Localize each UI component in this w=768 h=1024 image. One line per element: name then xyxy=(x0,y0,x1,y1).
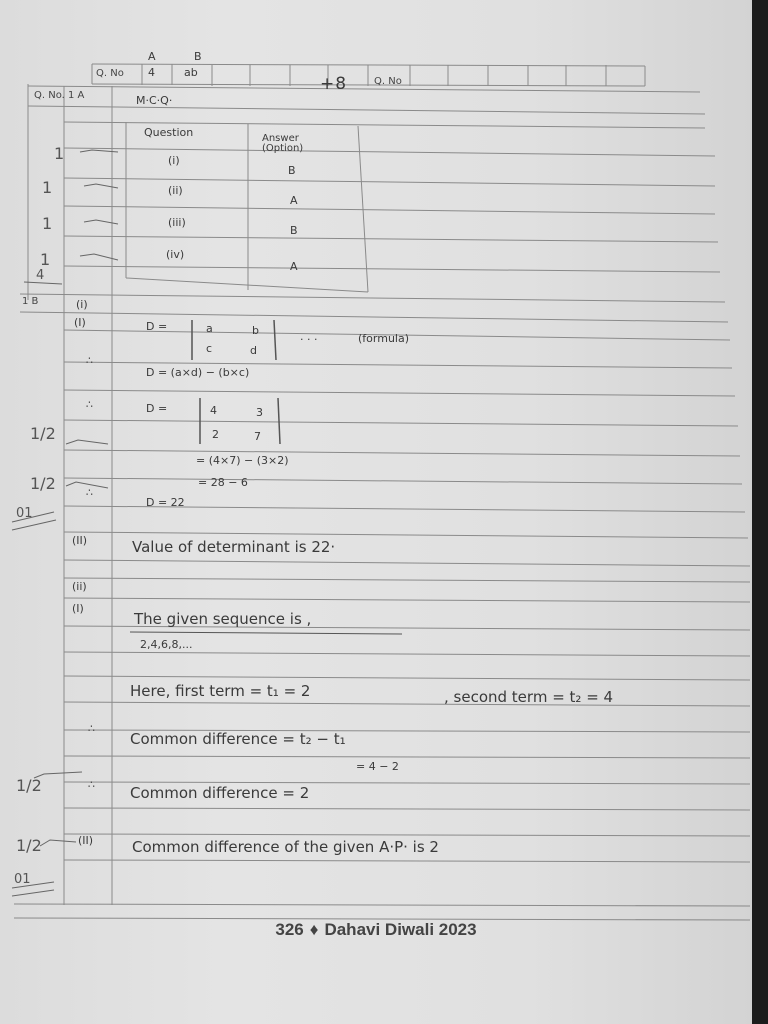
half-mark-4: 1/2 xyxy=(16,836,42,855)
step-1: D = (a×d) − (b×c) xyxy=(146,366,250,379)
mcq-col-question: Question xyxy=(144,126,194,139)
seq-line-3a: Here, first term = t₁ = 2 xyxy=(130,682,311,700)
seq-line-4: Common difference = t₂ − t₁ xyxy=(130,730,346,748)
question-number-label: Q. No xyxy=(96,68,124,79)
therefore-2: ∴ xyxy=(86,398,93,411)
mcq-mark-1: 1 xyxy=(54,144,65,163)
score-2: 01 xyxy=(14,872,31,887)
d-equals: D = xyxy=(146,320,168,333)
seq-line-1: The given sequence is , xyxy=(134,610,312,628)
mcq-mark-3: 1 xyxy=(42,214,53,233)
seq-line-2: 2,4,6,8,... xyxy=(140,638,193,651)
seq-line-7: Common difference of the given A·P· is 2 xyxy=(132,838,439,856)
therefore-5: ∴ xyxy=(88,778,95,791)
mcq-a-1: B xyxy=(288,164,296,177)
section-mark-a: A xyxy=(148,50,156,63)
d-equals-2: D = xyxy=(146,402,168,415)
mcq-q-4: (iv) xyxy=(166,248,185,261)
conclusion-1: Value of determinant is 22· xyxy=(132,538,336,556)
sub-I-label: (I) xyxy=(74,316,86,329)
total-marks: +8 xyxy=(320,74,348,94)
mcq-heading: M·C·Q· xyxy=(136,94,173,107)
half-mark-1: 1/2 xyxy=(30,424,56,443)
mcq-subtotal: 4 xyxy=(36,268,45,283)
therefore-4: ∴ xyxy=(88,722,95,735)
question-id: Q. No. 1 A xyxy=(34,90,85,101)
seq-line-5: = 4 − 2 xyxy=(356,760,399,773)
therefore-1: ∴ xyxy=(86,354,93,367)
mcq-col-answer: Answer (Option) xyxy=(262,133,304,154)
question-number-label-2: Q. No xyxy=(374,76,402,87)
marks-box-a: 4 xyxy=(148,66,155,79)
matrix1-d: d xyxy=(250,344,257,357)
sub-II-label-2: (II) xyxy=(78,834,94,847)
mcq-a-3: B xyxy=(290,224,298,237)
score-1: 01 xyxy=(16,506,33,521)
matrix2-a: 4 xyxy=(210,404,217,417)
matrix2-b: 3 xyxy=(256,406,263,419)
matrix2-c: 2 xyxy=(212,428,219,441)
publication-name: Dahavi Diwali 2023 xyxy=(324,920,477,939)
mcq-q-2: (ii) xyxy=(168,184,183,197)
diamond-separator-icon: ♦ xyxy=(309,920,319,939)
sub-II-label: (II) xyxy=(72,534,88,547)
page-footer xyxy=(0,920,752,940)
sub-I-label-2: (I) xyxy=(72,602,84,615)
step-4: D = 22 xyxy=(146,496,185,509)
mcq-mark-4: 1 xyxy=(40,250,51,269)
matrix1-b: b xyxy=(252,324,259,337)
part-i-label: (i) xyxy=(76,298,88,311)
mcq-a-2: A xyxy=(290,194,298,207)
step-3: = 28 − 6 xyxy=(198,476,248,489)
marks-box-b: ab xyxy=(184,66,198,79)
part-ii-label: (ii) xyxy=(72,580,87,593)
therefore-3: ∴ xyxy=(86,486,93,499)
seq-line-6: Common difference = 2 xyxy=(130,784,310,802)
mcq-q-3: (iii) xyxy=(168,216,186,229)
half-mark-3: 1/2 xyxy=(16,776,42,795)
mcq-a-4: A xyxy=(290,260,298,273)
matrix1-c: c xyxy=(206,342,213,355)
formula-note: (formula) xyxy=(358,332,409,345)
q1b-label: 1 B xyxy=(22,296,39,307)
step-2: = (4×7) − (3×2) xyxy=(196,454,289,467)
mcq-q-1: (i) xyxy=(168,154,180,167)
ellipsis: . . . xyxy=(300,330,318,343)
section-mark-b: B xyxy=(194,50,202,63)
half-mark-2: 1/2 xyxy=(30,474,56,493)
matrix1-a: a xyxy=(206,322,213,335)
mcq-mark-2: 1 xyxy=(42,178,53,197)
seq-line-3b: , second term = t₂ = 4 xyxy=(444,688,614,706)
page-number: 326 xyxy=(275,920,304,939)
matrix2-d: 7 xyxy=(254,430,261,443)
